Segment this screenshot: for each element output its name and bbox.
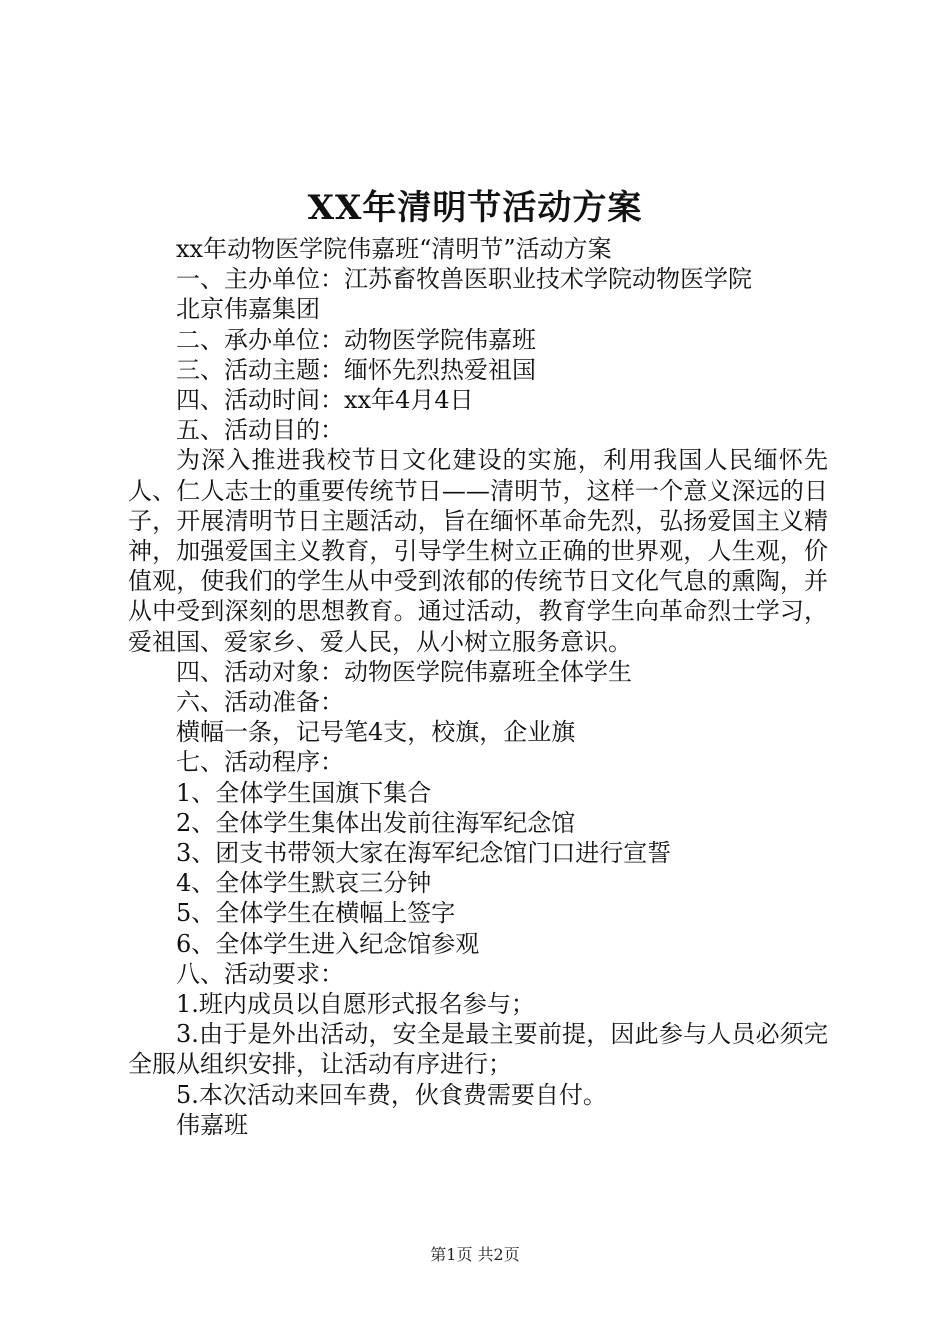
procedure-step-4: 4、全体学生默哀三分钟	[176, 869, 432, 898]
paragraph-requirements-heading: 八、活动要求：	[176, 959, 344, 988]
paragraph-procedure-heading: 七、活动程序：	[176, 748, 344, 777]
procedure-step-3: 3、团支书带领大家在海军纪念馆门口进行宣誓	[176, 839, 672, 868]
paragraph-organizer-2: 北京伟嘉集团	[176, 295, 320, 324]
paragraph-purpose-heading: 五、活动目的：	[176, 416, 344, 445]
paragraph-signature: 伟嘉班	[176, 1110, 248, 1139]
requirement-5: 5.本次活动来回车费，伙食费需要自付。	[176, 1080, 607, 1109]
paragraph-purpose-body: 为深入推进我校节日文化建设的实施，利用我国人民缅怀先人、仁人志士的重要传统节日——清明节，这样一个意义深远的日子，开展清明节日主题活动，旨在缅怀革命先烈，弘扬爱国主义精神，加强爱国主义教育，引导学生树立正确的世界观，人生观，价值观，使我们的学生从中受到浓郁的传统节日文化气息的熏陶，并从中受到深刻的思想教育。通过活动，教育学生向革命烈士学习，爱祖国、爱家乡、爱人民，从小树立服务意识。	[128, 446, 828, 656]
document-title: XX年清明节活动方案	[307, 188, 643, 228]
procedure-step-6: 6、全体学生进入纪念馆参观	[176, 929, 480, 958]
paragraph-time: 四、活动时间：xx年4月4日	[176, 386, 474, 415]
paragraph-organizer: 一、主办单位：江苏畜牧兽医职业技术学院动物医学院	[176, 265, 752, 294]
requirement-1: 1.班内成员以自愿形式报名参与；	[176, 990, 535, 1019]
paragraph-heading: xx年动物医学院伟嘉班“清明节”活动方案	[176, 235, 612, 263]
page-number-footer: 第1页 共2页	[430, 1245, 520, 1264]
paragraph-theme: 三、活动主题：缅怀先烈热爱祖国	[176, 355, 536, 384]
requirement-3: 3.由于是外出活动，安全是最主要前提，因此参与人员必须完全服从组织安排，让活动有序进行；	[128, 1020, 828, 1079]
procedure-step-5: 5、全体学生在横幅上签字	[176, 899, 456, 928]
document-body	[128, 234, 828, 1140]
paragraph-prep-heading: 六、活动准备：	[176, 688, 344, 717]
procedure-step-2: 2、全体学生集体出发前往海军纪念馆	[176, 808, 576, 837]
procedure-step-1: 1、全体学生国旗下集合	[176, 778, 432, 807]
paragraph-prep-items: 横幅一条，记号笔4支，校旗，企业旗	[176, 718, 576, 747]
paragraph-audience: 四、活动对象：动物医学院伟嘉班全体学生	[176, 657, 632, 686]
paragraph-host: 二、承办单位：动物医学院伟嘉班	[176, 325, 536, 354]
